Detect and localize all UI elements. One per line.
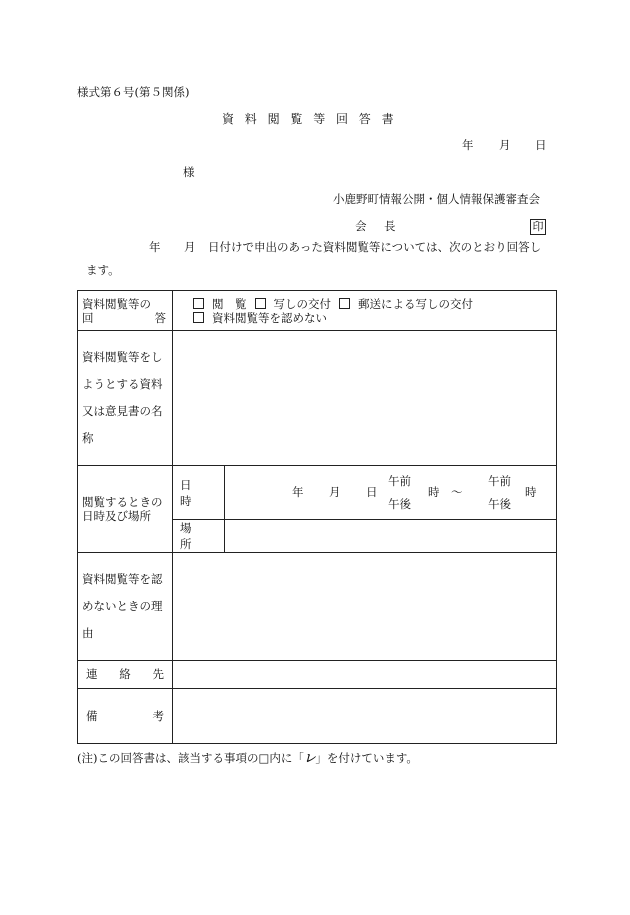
footnote-end: 」を付けています。 — [315, 751, 418, 765]
addressee-suffix: 様 — [183, 165, 195, 179]
viewing-label — [78, 466, 173, 553]
date-day: 日 — [535, 138, 547, 152]
reply-label-char-a: 回 — [82, 310, 94, 325]
checkbox-copy[interactable] — [255, 298, 266, 309]
refusal-row — [78, 553, 557, 661]
date-month: 月 — [499, 138, 511, 152]
option-viewing: 閲 覧 — [212, 296, 247, 311]
dt-range: ～ — [451, 484, 463, 499]
viewing-datetime-row — [78, 466, 557, 520]
remarks-value[interactable] — [173, 689, 557, 744]
reply-row — [78, 291, 557, 331]
materials-label — [78, 331, 173, 466]
refusal-label-line: 資料閲覧等を認 — [82, 572, 163, 586]
remarks-label-chars — [82, 703, 168, 730]
remarks-row — [78, 689, 557, 744]
dt-am-start: 午前 — [388, 473, 411, 488]
dt-pm-end: 午後 — [488, 496, 511, 511]
checkbox-mail-copy[interactable] — [339, 298, 350, 309]
materials-label-line: 資料閲覧等をし — [82, 350, 163, 364]
reply-options-line1 — [193, 297, 556, 311]
materials-label-line: 又は意見書の名 — [82, 404, 163, 418]
checkbox-viewing[interactable] — [193, 298, 204, 309]
form-number: 様式第６号(第５関係) — [77, 85, 190, 99]
reply-options-line2 — [193, 311, 556, 325]
materials-row — [78, 331, 557, 466]
reply-options — [173, 291, 557, 331]
dt-am-end: 午前 — [488, 473, 511, 488]
option-mail-copy: 郵送による写しの交付 — [358, 296, 473, 311]
document-title: 資料閲覧等回答書 — [222, 112, 405, 126]
materials-label-line: ようとする資料 — [82, 377, 163, 391]
dt-hour-start: 時 — [428, 484, 440, 499]
datetime-value[interactable] — [225, 466, 557, 520]
contact-row — [78, 661, 557, 689]
option-copy: 写しの交付 — [273, 296, 331, 311]
dt-day: 日 — [366, 484, 378, 499]
intro-text: 日付けで申出のあった資料閲覧等については、次のとおり回答し — [208, 240, 542, 254]
intro-continuation: ます。 — [86, 263, 120, 277]
datetime-fields — [225, 467, 556, 519]
intro-month: 月 — [184, 240, 196, 254]
dt-year: 年 — [292, 484, 304, 499]
contact-char: 連 — [86, 667, 98, 681]
remarks-char: 備 — [86, 708, 98, 723]
place-value[interactable] — [225, 520, 557, 553]
contact-label-chars — [82, 661, 168, 688]
datetime-label: 日 時 — [173, 466, 225, 520]
viewing-label-line: 閲覧するときの — [82, 495, 163, 509]
refusal-label — [78, 553, 173, 661]
dt-month: 月 — [329, 484, 341, 499]
refusal-label-line: 由 — [82, 626, 94, 640]
contact-char: 先 — [152, 667, 164, 681]
footnote-text: (注)この回答書は、該当する事項の□内に「 — [77, 751, 304, 765]
check-mark: レ — [303, 751, 316, 765]
footnote — [77, 753, 418, 765]
materials-label-line: 称 — [82, 431, 94, 445]
intro-year: 年 — [149, 240, 161, 254]
dt-pm-start: 午後 — [388, 496, 411, 511]
refusal-label-line: めないときの理 — [82, 599, 163, 613]
place-label: 場 所 — [173, 520, 225, 553]
checkbox-refuse[interactable] — [193, 312, 204, 323]
reply-label-line2 — [82, 311, 168, 325]
reply-form-table — [77, 290, 557, 744]
contact-label — [78, 661, 173, 689]
reply-label — [78, 291, 173, 331]
remarks-label — [78, 689, 173, 744]
dt-hour-end: 時 — [525, 484, 537, 499]
refusal-value[interactable] — [173, 553, 557, 661]
date-year: 年 — [462, 138, 474, 152]
seal-mark — [530, 219, 546, 235]
committee-name: 小鹿野町情報公開・個人情報保護審査会 — [333, 192, 540, 206]
option-refuse: 資料閲覧等を認めない — [212, 310, 327, 325]
materials-value[interactable] — [173, 331, 557, 466]
viewing-label-line: 日時及び場所 — [82, 509, 151, 523]
contact-char: 絡 — [119, 667, 131, 681]
remarks-char: 考 — [152, 708, 164, 723]
chairperson-label: 会 長 — [355, 219, 403, 233]
seal-text: 印 — [530, 219, 546, 235]
reply-label-char-b: 答 — [154, 310, 166, 325]
contact-value[interactable] — [173, 661, 557, 689]
reply-label-line1: 資料閲覧等の — [82, 296, 151, 311]
